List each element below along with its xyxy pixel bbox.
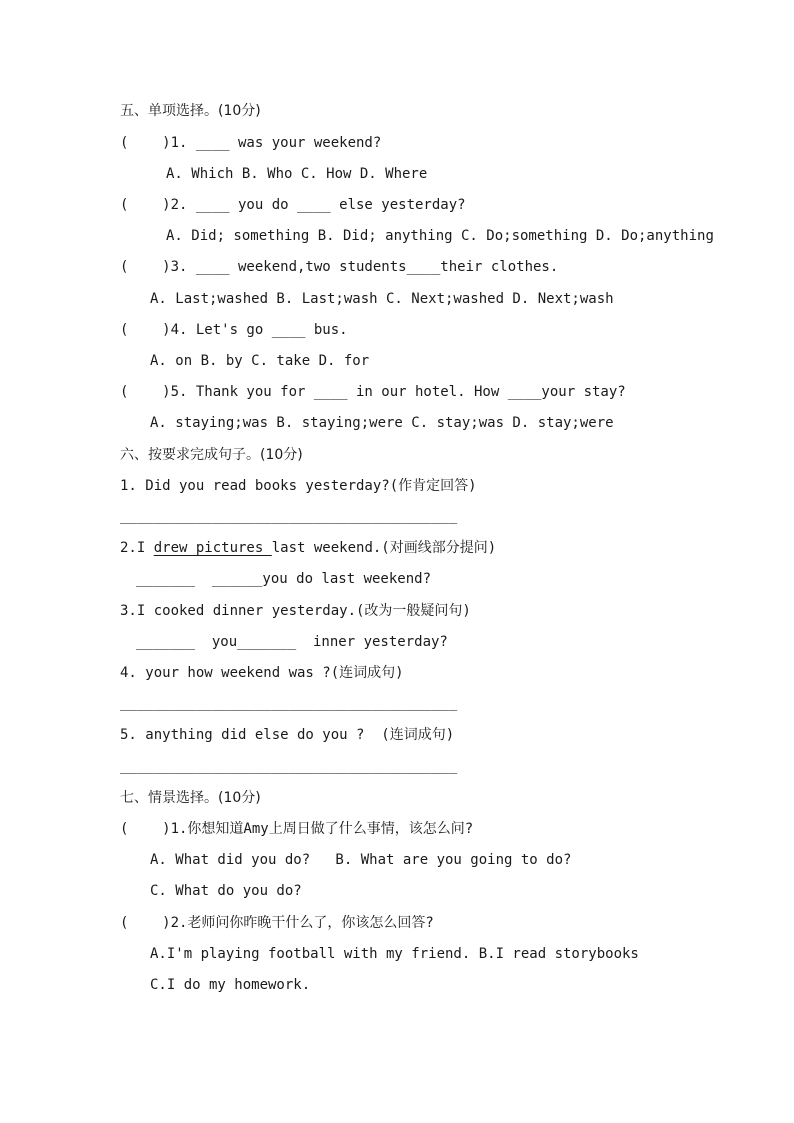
question-5-4: ( )4. Let's go ____ bus. xyxy=(120,322,348,338)
section-6-title: 六、按要求完成句子。(10分) xyxy=(120,447,303,463)
sentence-6-2-prefix: 2.I xyxy=(120,540,154,556)
sentence-6-1: 1. Did you read books yesterday?(作肯定回答) xyxy=(120,478,477,494)
options-7-1-ab: A. What did you do? B. What are you going to do? xyxy=(150,852,572,868)
sentence-6-2-suffix: last weekend.(对画线部分提问) xyxy=(271,540,497,556)
answer-line-6-5: ________________________________________ xyxy=(120,758,458,774)
sentence-6-4: 4. your how weekend was ?(连词成句) xyxy=(120,665,404,681)
sentence-6-3: 3.I cooked dinner yesterday.(改为一般疑问句) xyxy=(120,603,471,619)
answer-line-6-4: ________________________________________ xyxy=(120,695,458,711)
underlined-phrase: drew pictures xyxy=(153,540,272,556)
options-7-2-c: C.I do my homework. xyxy=(150,977,311,993)
options-5-5: A. staying;was B. staying;were C. stay;was D. stay;were xyxy=(150,415,614,431)
answer-line-6-1: ________________________________________ xyxy=(120,508,458,524)
question-5-3: ( )3. ____ weekend,two students____their clothes. xyxy=(120,259,559,275)
options-5-3: A. Last;washed B. Last;wash C. Next;washed D. Next;wash xyxy=(150,291,614,307)
question-5-2: ( )2. ____ you do ____ else yesterday? xyxy=(120,197,466,213)
sentence-6-2 xyxy=(120,539,496,557)
options-7-1-c: C. What do you do? xyxy=(150,883,302,899)
section-5-title: 五、单项选择。(10分) xyxy=(120,103,261,119)
question-5-5: ( )5. Thank you for ____ in our hotel. How ____your stay? xyxy=(120,384,626,400)
question-7-1: ( )1.你想知道Amy上周日做了什么事情，该怎么问? xyxy=(120,821,474,837)
question-7-2: ( )2.老师问你昨晚干什么了，你该怎么回答? xyxy=(120,915,434,931)
options-5-1: A. Which B. Who C. How D. Where xyxy=(166,166,428,182)
answer-6-3: _______ you_______ inner yesterday? xyxy=(136,634,448,650)
section-7-title: 七、情景选择。(10分) xyxy=(120,790,261,806)
options-7-2-ab: A.I'm playing football with my friend. B.I read storybooks xyxy=(150,946,639,962)
options-5-4: A. on B. by C. take D. for xyxy=(150,353,370,369)
question-5-1: ( )1. ____ was your weekend? xyxy=(120,135,382,151)
sentence-6-5: 5. anything did else do you ? (连词成句) xyxy=(120,727,455,743)
options-5-2: A. Did; something B. Did; anything C. Do;something D. Do;anything xyxy=(166,228,714,244)
answer-6-2: _______ ______you do last weekend? xyxy=(136,571,432,587)
